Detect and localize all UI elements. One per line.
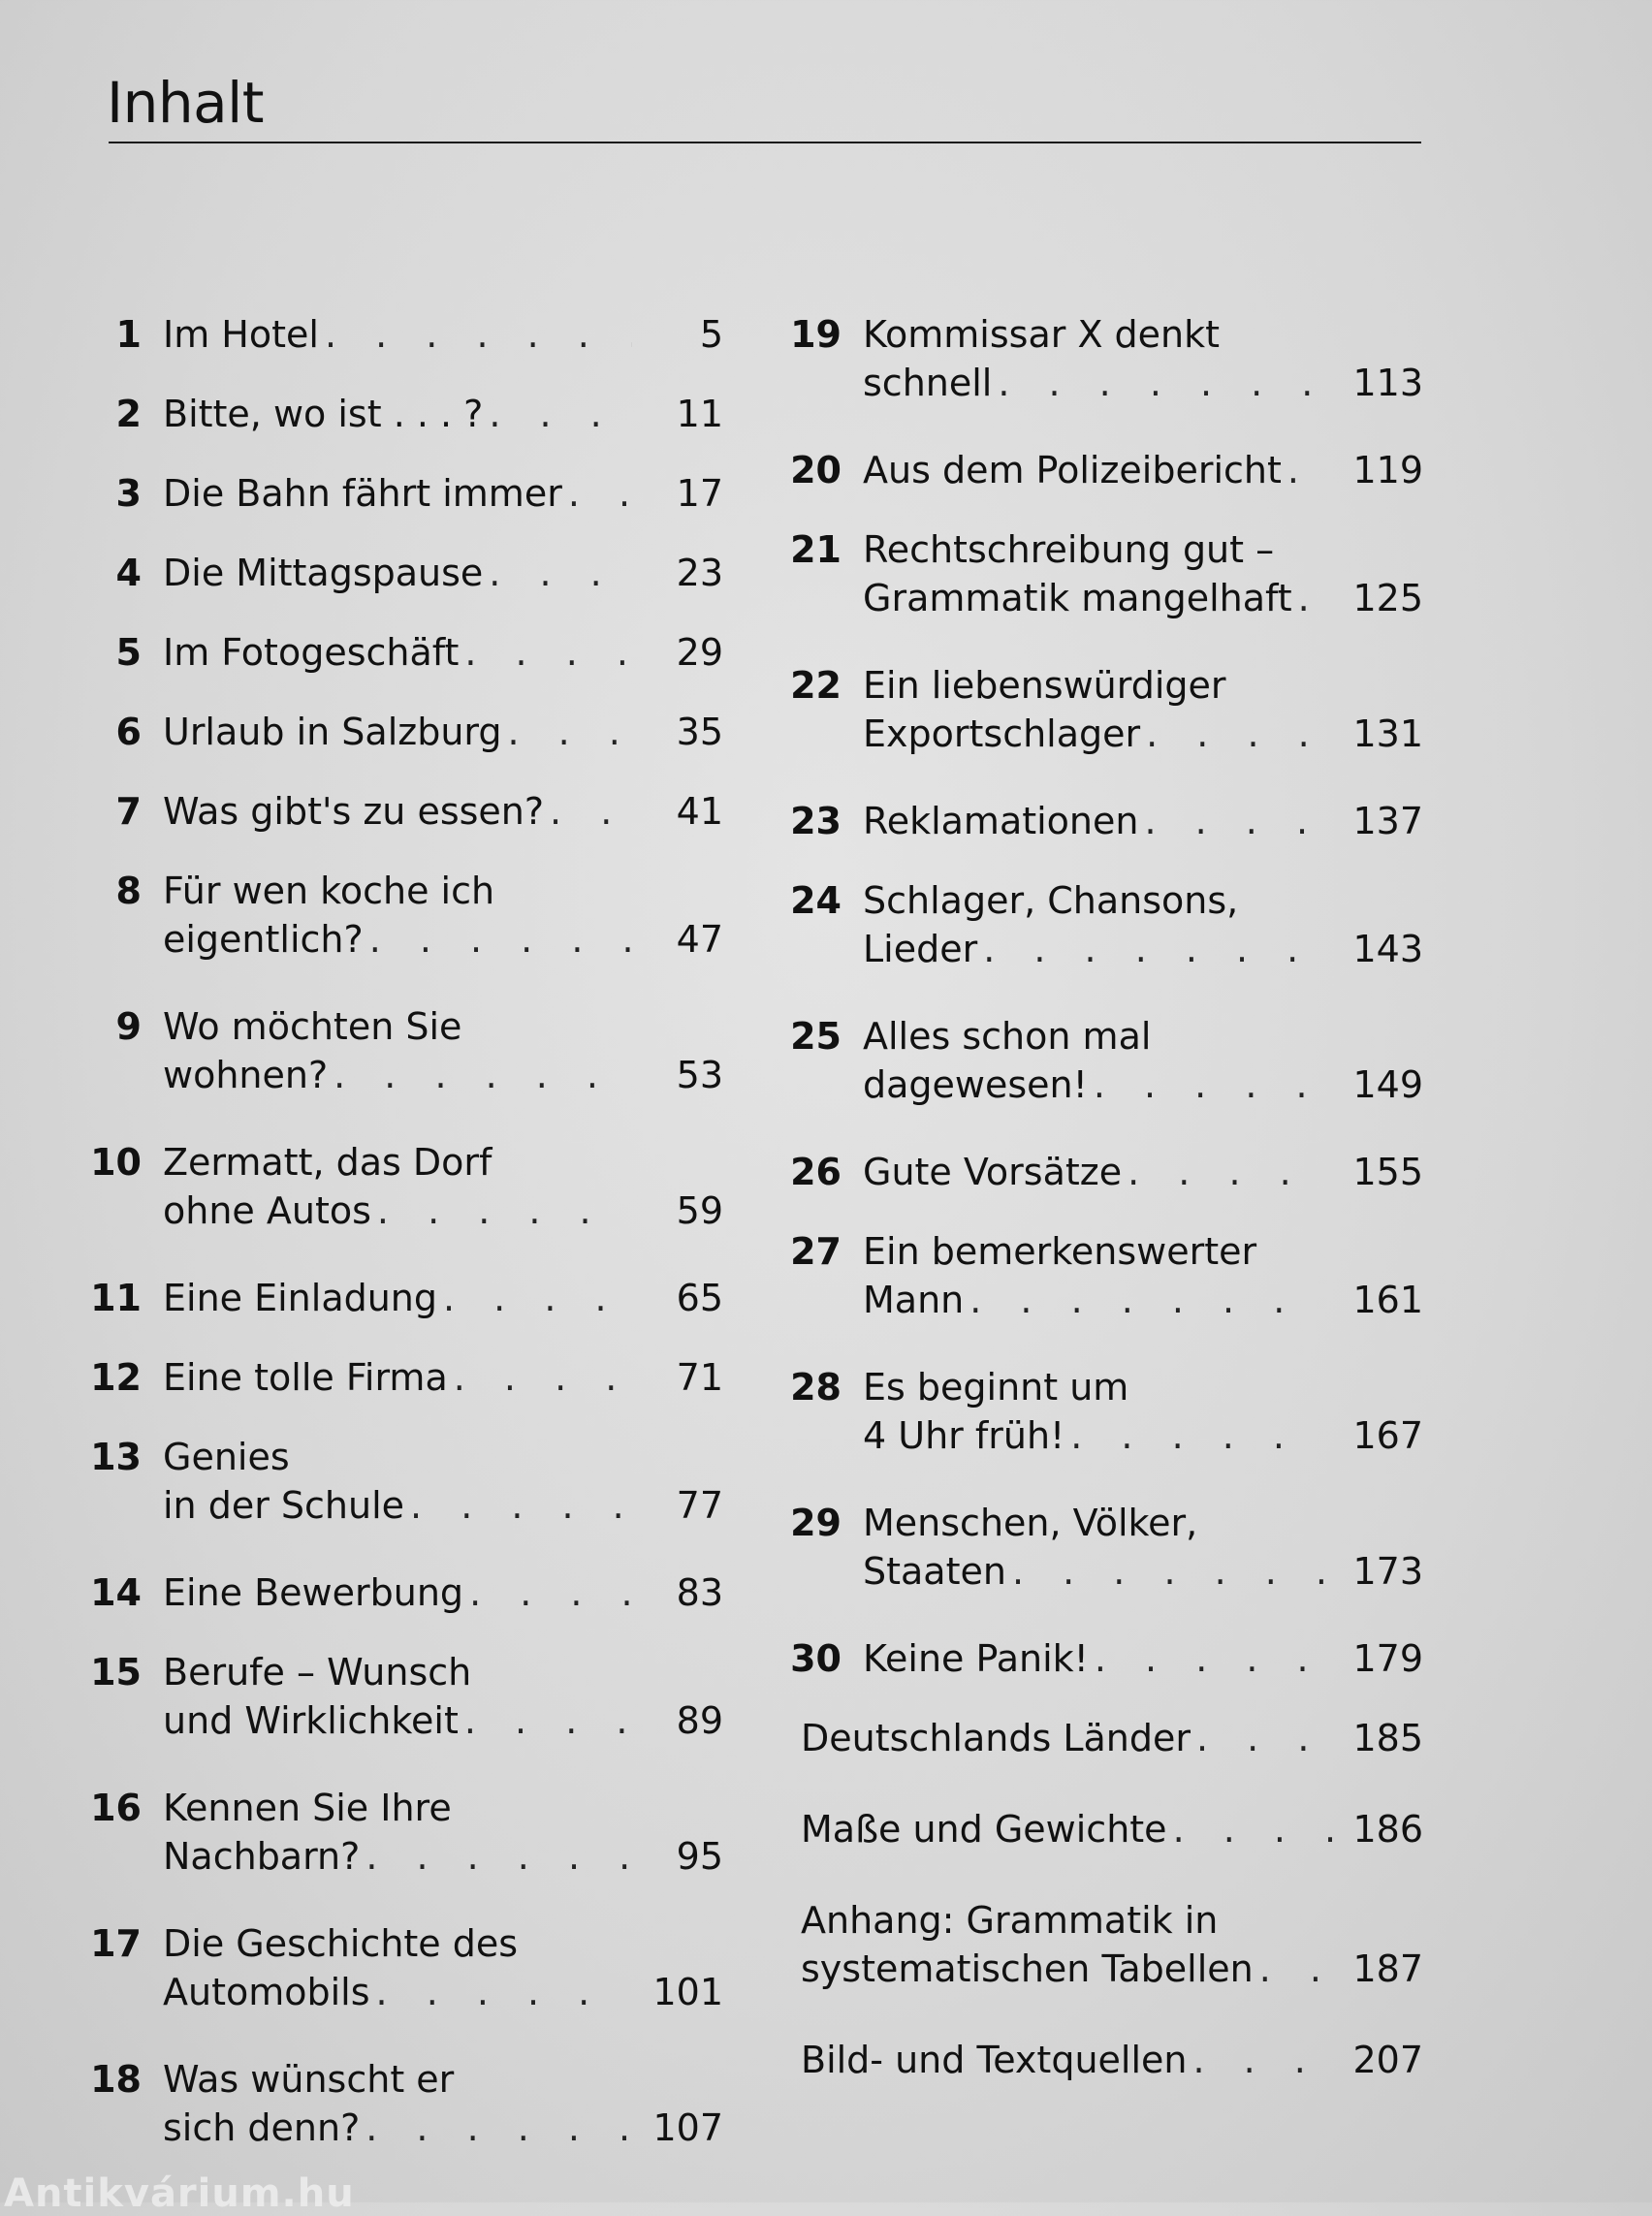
entry-title-line: dagewesen! — [863, 1063, 1088, 1106]
toc-left-column — [87, 310, 723, 2191]
chapter-number: 13 — [90, 1436, 142, 1478]
toc-entry — [87, 1648, 723, 1745]
dot-leader — [464, 628, 632, 677]
chapter-number: 5 — [115, 631, 142, 674]
chapter-number: 24 — [790, 879, 842, 922]
dot-leader — [1196, 1714, 1343, 1762]
entry-title-line: Die Bahn fährt immer — [163, 472, 562, 515]
page-title: Inhalt — [107, 70, 265, 136]
chapter-number: 9 — [115, 1005, 142, 1048]
appendix-entry — [801, 2036, 1423, 2084]
chapter-number: 28 — [790, 1366, 842, 1409]
dot-leader — [469, 1568, 632, 1617]
dot-leader — [969, 1276, 1326, 1324]
entry-title-line: Zermatt, das Dorf — [163, 1141, 492, 1184]
dot-leader — [1095, 1634, 1326, 1683]
entry-title-line: Für wen koche ich — [163, 870, 495, 912]
chapter-number: 2 — [115, 393, 142, 435]
chapter-number: 26 — [790, 1151, 842, 1193]
entry-title-line: Nachbarn? — [163, 1835, 361, 1878]
appendix-list — [801, 1714, 1423, 2127]
page-number: 107 — [652, 2106, 723, 2149]
page-number: 101 — [652, 1971, 723, 2013]
page-number: 119 — [1352, 449, 1423, 491]
chapter-number: 10 — [90, 1141, 142, 1184]
dot-leader — [1298, 574, 1326, 622]
entry-title-line: Mann — [863, 1279, 965, 1321]
entry-title-line: Schlager, Chansons, — [863, 879, 1239, 922]
toc-entry — [87, 390, 723, 438]
dot-leader — [1146, 710, 1326, 758]
toc-entry — [776, 1148, 1423, 1196]
dot-leader — [365, 1832, 632, 1881]
toc-entry — [776, 797, 1423, 845]
dot-leader — [325, 310, 632, 359]
dot-leader — [376, 1968, 632, 2016]
entry-title-line: Eine Einladung — [163, 1277, 438, 1319]
page-number: 35 — [676, 711, 723, 753]
chapter-number: 3 — [115, 472, 142, 515]
page-number: 53 — [676, 1054, 723, 1096]
page-number: 41 — [676, 790, 723, 833]
dot-leader — [365, 2104, 632, 2152]
page-number: 89 — [676, 1699, 723, 1742]
toc-entry — [87, 1784, 723, 1881]
page-number: 29 — [676, 631, 723, 674]
entry-title-line: Eine tolle Firma — [163, 1356, 448, 1399]
page-number: 77 — [676, 1484, 723, 1527]
dot-leader — [489, 390, 632, 438]
entry-title-line: Die Geschichte des — [163, 1922, 519, 1965]
chapter-number: 8 — [115, 870, 142, 912]
dot-leader — [334, 1051, 632, 1099]
toc-entry — [87, 1919, 723, 2016]
appendix-entry — [801, 1714, 1423, 1762]
toc-entry — [87, 708, 723, 756]
page-number: 207 — [1352, 2039, 1423, 2081]
entry-title-line: Kommissar X denkt — [863, 313, 1221, 356]
page-number: 23 — [676, 552, 723, 594]
chapter-number: 20 — [790, 449, 842, 491]
chapter-number: 15 — [90, 1651, 142, 1694]
page-number: 179 — [1352, 1637, 1423, 1680]
entry-title-line: Bitte, wo ist . . . ? — [163, 393, 484, 435]
chapter-number: 7 — [115, 790, 142, 833]
dot-leader — [1094, 1061, 1326, 1109]
toc-entry — [776, 1227, 1423, 1324]
entry-title-line: Rechtschreibung gut – — [863, 528, 1275, 571]
entry-title-line: Alles schon mal — [863, 1015, 1152, 1058]
dot-leader — [998, 359, 1326, 407]
entry-title-line: Was wünscht er — [163, 2058, 455, 2101]
page-number: 71 — [676, 1356, 723, 1399]
dot-leader — [377, 1187, 632, 1235]
page-number: 5 — [699, 313, 723, 356]
page-number: 161 — [1352, 1279, 1423, 1321]
dot-leader — [464, 1696, 632, 1745]
dot-leader — [369, 915, 632, 964]
toc-entry — [87, 469, 723, 518]
toc-entry — [87, 1568, 723, 1617]
chapter-number: 6 — [115, 711, 142, 753]
dot-leader — [410, 1481, 632, 1530]
entry-title-line: Eine Bewerbung — [163, 1571, 464, 1614]
chapter-number: 16 — [90, 1787, 142, 1829]
chapter-number: 22 — [790, 664, 842, 707]
toc-entry — [776, 525, 1423, 622]
entry-title-line: Exportschlager — [863, 712, 1141, 755]
dot-leader — [1173, 1805, 1344, 1853]
page-number: 65 — [676, 1277, 723, 1319]
toc-entry — [776, 1363, 1423, 1460]
entry-title-line: Berufe – Wunsch — [163, 1651, 472, 1694]
entry-title-line: Kennen Sie Ihre — [163, 1787, 452, 1829]
toc-entry — [87, 1138, 723, 1235]
entry-title-line: Menschen, Völker, — [863, 1502, 1198, 1544]
toc-entry — [776, 876, 1423, 973]
watermark-text: Antikvárium.hu — [4, 2171, 355, 2216]
dot-leader — [507, 708, 632, 756]
toc-entry — [776, 1012, 1423, 1109]
page-number: 137 — [1352, 800, 1423, 842]
appendix-entry — [801, 1896, 1423, 1993]
page-number: 95 — [676, 1835, 723, 1878]
toc-entry — [87, 1002, 723, 1099]
page-number: 155 — [1352, 1151, 1423, 1193]
dot-leader — [983, 925, 1326, 973]
toc-entry — [776, 1634, 1423, 1683]
page-number: 17 — [676, 472, 723, 515]
chapter-number: 21 — [790, 528, 842, 571]
entry-title-line: Grammatik mangelhaft — [863, 577, 1292, 619]
page-number: 167 — [1352, 1414, 1423, 1457]
entry-title-line: Genies — [163, 1436, 290, 1478]
entry-title-line: Keine Panik! — [863, 1637, 1089, 1680]
entry-title-line: und Wirklichkeit — [163, 1699, 459, 1742]
chapter-number: 30 — [790, 1637, 842, 1680]
chapter-number: 1 — [115, 313, 142, 356]
chapter-number: 18 — [90, 2058, 142, 2101]
chapter-number: 29 — [790, 1502, 842, 1544]
chapter-number: 25 — [790, 1015, 842, 1058]
dot-leader — [1287, 446, 1326, 494]
appendix-entry — [801, 1805, 1423, 1853]
toc-entry — [87, 2055, 723, 2152]
dot-leader — [1128, 1148, 1326, 1196]
entry-title-line: Die Mittagspause — [163, 552, 484, 594]
entry-title-line: systematischen Tabellen — [801, 1947, 1254, 1990]
chapter-number: 27 — [790, 1230, 842, 1273]
dot-leader — [1259, 1945, 1344, 1993]
chapter-number: 11 — [90, 1277, 142, 1319]
entry-title-line: Aus dem Polizeibericht — [863, 449, 1282, 491]
toc-entry — [87, 628, 723, 677]
dot-leader — [1144, 797, 1326, 845]
toc-entry — [87, 1353, 723, 1402]
page-number: 47 — [676, 918, 723, 961]
toc-entry — [776, 661, 1423, 758]
dot-leader — [443, 1274, 632, 1322]
dot-leader — [1192, 2036, 1343, 2084]
dot-leader — [1012, 1547, 1326, 1596]
toc-entry — [87, 1274, 723, 1322]
entry-title-line: Es beginnt um — [863, 1366, 1129, 1409]
page-number: 187 — [1352, 1947, 1423, 1990]
page-number: 186 — [1352, 1808, 1423, 1851]
entry-title-line: Automobils — [163, 1971, 370, 2013]
entry-title-line: Maße und Gewichte — [801, 1808, 1167, 1851]
toc-entry — [776, 446, 1423, 494]
entry-title-line: Anhang: Grammatik in — [801, 1899, 1219, 1942]
dot-leader — [1070, 1411, 1326, 1460]
entry-title-line: eigentlich? — [163, 918, 364, 961]
page-number: 131 — [1352, 712, 1423, 755]
entry-title-line: in der Schule — [163, 1484, 405, 1527]
toc-entry — [87, 787, 723, 836]
dot-leader — [568, 469, 632, 518]
entry-title-line: sich denn? — [163, 2106, 361, 2149]
dot-leader — [454, 1353, 632, 1402]
entry-title-line: Im Hotel — [163, 313, 319, 356]
page-number: 59 — [676, 1189, 723, 1232]
entry-title-line: Reklamationen — [863, 800, 1139, 842]
entry-title-line: Was gibt's zu essen? — [163, 790, 545, 833]
chapter-number: 23 — [790, 800, 842, 842]
title-rule — [109, 142, 1421, 143]
entry-title-line: Ein liebenswürdiger — [863, 664, 1226, 707]
page-number: 113 — [1352, 362, 1423, 404]
entry-title-line: wohnen? — [163, 1054, 329, 1096]
dot-leader — [550, 787, 632, 836]
entry-title-line: Ein bemerkenswerter — [863, 1230, 1257, 1273]
chapter-number: 4 — [115, 552, 142, 594]
page-number: 185 — [1352, 1717, 1423, 1759]
entry-title-line: Wo möchten Sie — [163, 1005, 462, 1048]
page-number: 143 — [1352, 928, 1423, 970]
chapter-number: 12 — [90, 1356, 142, 1399]
entry-title-line: Im Fotogeschäft — [163, 631, 460, 674]
chapter-number: 14 — [90, 1571, 142, 1614]
toc-entry — [87, 1433, 723, 1530]
page-number: 173 — [1352, 1550, 1423, 1593]
chapter-number: 19 — [790, 313, 842, 356]
entry-title-line: Lieder — [863, 928, 978, 970]
entry-title-line: Gute Vorsätze — [863, 1151, 1123, 1193]
toc-entry — [776, 310, 1423, 407]
entry-title-line: schnell — [863, 362, 993, 404]
entry-title-line: Staaten — [863, 1550, 1006, 1593]
toc-entry — [87, 549, 723, 597]
toc-entry — [776, 1499, 1423, 1596]
toc-right-column — [776, 310, 1423, 1714]
page-number: 125 — [1352, 577, 1423, 619]
page-number: 11 — [676, 393, 723, 435]
dot-leader — [489, 549, 632, 597]
page-number: 149 — [1352, 1063, 1423, 1106]
toc-entry — [87, 310, 723, 359]
entry-title-line: ohne Autos — [163, 1189, 371, 1232]
chapter-number: 17 — [90, 1922, 142, 1965]
entry-title-line: Bild- und Textquellen — [801, 2039, 1188, 2081]
entry-title-line: 4 Uhr früh! — [863, 1414, 1065, 1457]
entry-title-line: Urlaub in Salzburg — [163, 711, 502, 753]
entry-title-line: Deutschlands Länder — [801, 1717, 1191, 1759]
toc-entry — [87, 867, 723, 964]
page-number: 83 — [676, 1571, 723, 1614]
